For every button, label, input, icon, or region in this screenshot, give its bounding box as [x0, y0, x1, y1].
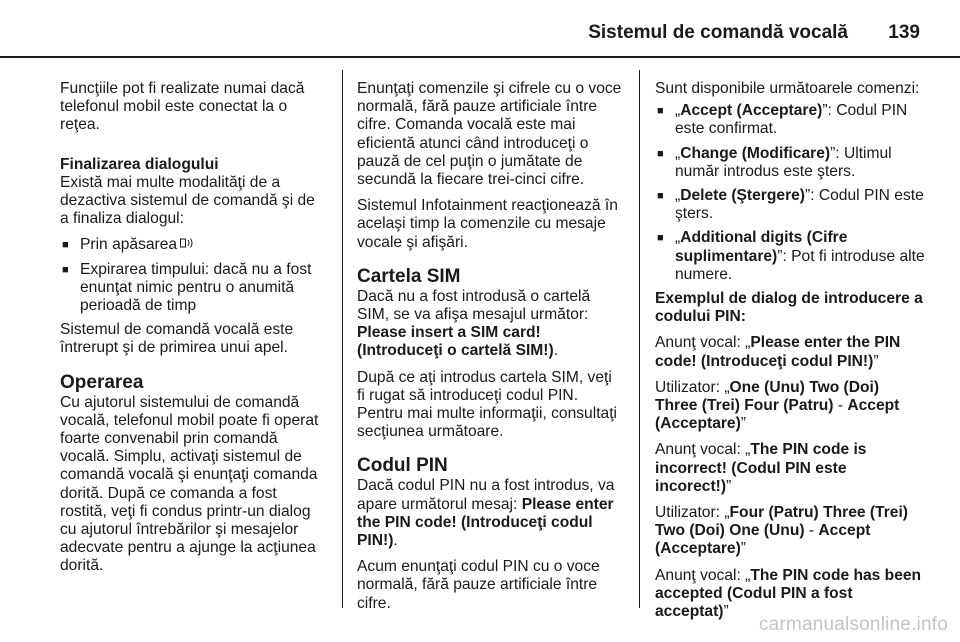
page-number: 139 — [888, 22, 920, 43]
list-item: ■ „Additional digits (Cifre suplimentare)”: Pot fi introduse alte numere. — [655, 229, 925, 284]
list-item: ■ „Change (Modificare)”: Ultimul număr introdus este şters. — [655, 145, 925, 181]
dialog-line: Utilizator: „One (Unu) Two (Doi) Three (Trei) Four (Patru) - Accept (Acceptare)” — [655, 378, 900, 433]
dialog-line: Anunţ vocal: „The PIN code has been accepted (Codul PIN a fost acceptat)” — [655, 566, 922, 621]
intro-paragraph: Funcţiile pot fi realizate numai dacă telefonul mobil este conectat la o reţea. — [60, 80, 305, 134]
command-accept: Accept (Acceptare) — [680, 102, 823, 120]
infotainment-paragraph: Sistemul Infotainment reacţionează în acelaşi timp la comenzile cu mesaje vocale şi afişări. — [357, 197, 618, 251]
header-title: Sistemul de comandă vocală — [588, 22, 848, 43]
dialog-line: Utilizator: „Four (Patru) Three (Trei) Two (Doi) One (Unu) - Accept (Acceptare)” — [655, 504, 908, 558]
list-item — [60, 236, 326, 254]
column-divider-2 — [639, 70, 640, 608]
sim-paragraph: Dacă nu a fost introdusă o cartelă SIM, se va afişa mesajul următor: Please insert a SIM card! (Introduceţi o cartelă SIM!). — [357, 287, 591, 360]
command-delete: Delete (Ştergere) — [680, 187, 805, 205]
column-divider-1 — [342, 70, 343, 608]
commands-list — [655, 102, 925, 284]
sim-message: Please insert a SIM card! (Introduceţi o cartelă SIM!) — [357, 324, 554, 360]
list-item — [60, 261, 326, 316]
example-heading: Exemplul de dialog de introducere a codului PIN: — [655, 290, 923, 326]
sim-after-paragraph: După ce aţi introdus cartela SIM, veţi fi rugat să introduceţi codul PIN. Pentru mai multe informaţii, consultaţi secţiunea următoare. — [357, 368, 617, 441]
bullet-text: Expirarea timpului: dacă nu a fost enunţat nimic pentru o anumită perioadă de timp — [80, 260, 312, 315]
dialog-line: Anunţ vocal: „The PIN code is incorrect! (Codul PIN este incorect!)” — [655, 441, 867, 495]
header-rule — [0, 56, 960, 58]
command-additional-digits: Additional digits (Cifre suplimentare) — [675, 229, 848, 265]
finalize-bullet-list — [60, 236, 326, 315]
pin-paragraph: Dacă codul PIN nu a fost introdus, va apare următorul mesaj: Please enter the PIN code! (Introduceţi codul PIN!). — [357, 477, 615, 550]
column-2 — [357, 80, 623, 621]
sim-heading: Cartela SIM — [357, 265, 461, 287]
operation-paragraph: Cu ajutorul sistemului de comandă vocală, telefonul mobil poate fi operat foarte convenabil prin comandă vocală. Simplu, activaţi sistemul de comandă vocală şi enunţaţi comanda dorită. După ce comanda a fost rostită, veţi fi condus printr-un dialog cu ajutorul întrebărilor şi mesajelor adecvate pentru a ajunge la acţiunea dorită. — [60, 393, 319, 575]
finalize-heading: Finalizarea dialogului — [60, 155, 219, 173]
watermark: carmanualsonline.info — [758, 614, 948, 635]
speak-paragraph: Enunţaţi comenzile şi cifrele cu o voce normală, fără pauze artificiale între cifre. Comanda vocală este mai eficientă atunci când introduceţi o pauză de cel puţin o jumătate de secundă la fiecare trei-cinci cifre. — [357, 80, 622, 189]
bullet-text: Prin apăsarea — [80, 236, 178, 254]
command-change: Change (Modificare) — [680, 144, 831, 162]
column-1 — [60, 80, 326, 584]
dialog-line: Anunţ vocal: „Please enter the PIN code! (Introduceţi codul PIN!)” — [655, 334, 901, 370]
column-3 — [655, 80, 925, 629]
commands-intro: Sunt disponibile următoarele comenzi: — [655, 80, 920, 97]
list-item: ■ „Delete (Ştergere)”: Codul PIN este şters. — [655, 187, 925, 223]
pin-message: Please enter the PIN code! (Introduceţi codul PIN!) — [357, 495, 614, 550]
list-item: ■ „Accept (Acceptare)”: Codul PIN este confirmat. — [655, 102, 925, 138]
interrupt-paragraph: Sistemul de comandă vocală este întrerupt şi de primirea unui apel. — [60, 321, 294, 357]
operation-heading: Operarea — [60, 371, 144, 393]
pin-heading: Codul PIN — [357, 455, 448, 477]
page-header — [0, 0, 960, 58]
pin-after-paragraph: Acum enunţaţi codul PIN cu o voce normală, fără pauze artificiale între cifre. — [357, 558, 600, 612]
finalize-paragraph: Există mai multe modalităţi de a dezactiva sistemul de comandă şi de a finaliza dialogul: — [60, 173, 315, 228]
voice-button-icon — [180, 236, 196, 254]
